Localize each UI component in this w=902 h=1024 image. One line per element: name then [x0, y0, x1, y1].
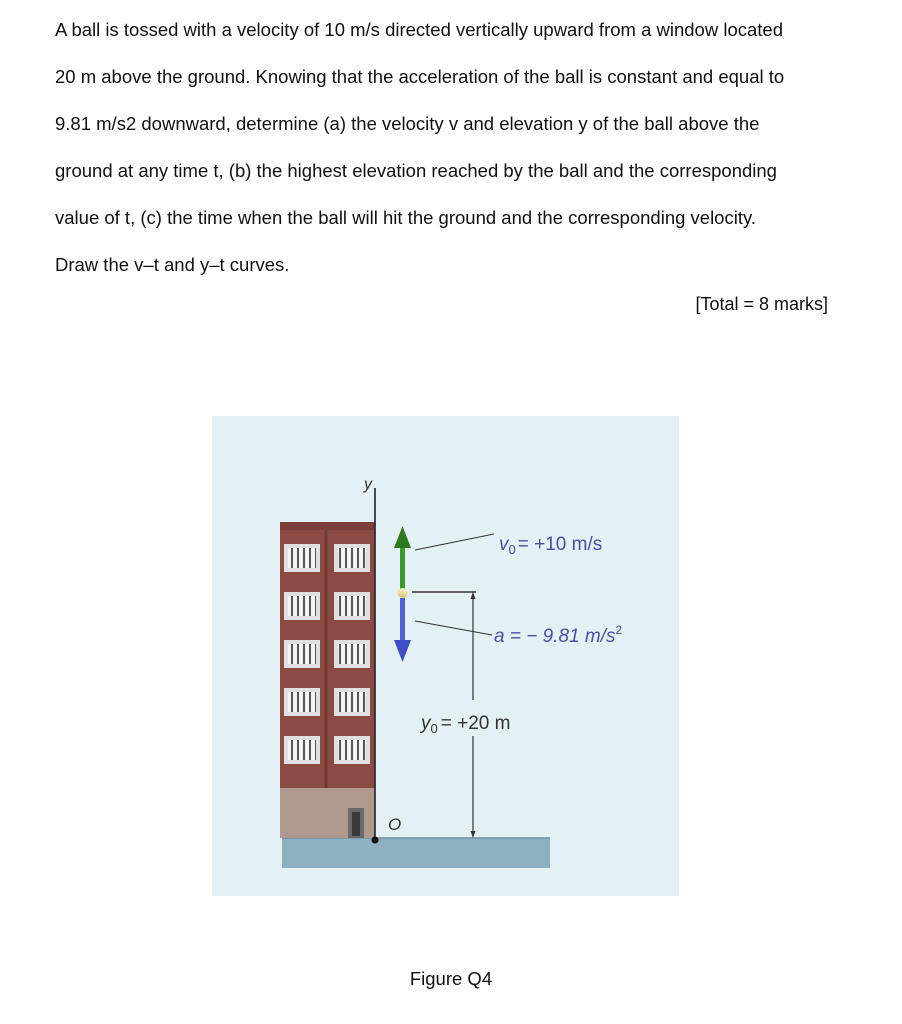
- total-marks: [Total = 8 marks]: [695, 294, 828, 314]
- up-arrow-icon: [394, 526, 411, 590]
- y-axis-label: y: [364, 476, 372, 493]
- acceleration-label: a = − 9.81 $m/s^2$: [494, 623, 623, 647]
- ball-toss-diagram: [212, 416, 679, 896]
- problem-line: ground at any time t, (b) the highest elevation reached by the ball and the corresponding: [55, 160, 777, 181]
- problem-line: A ball is tossed with a velocity of 10 m/s directed vertically upward from a window located: [55, 19, 783, 40]
- problem-line: Draw the v–t and y–t curves.: [55, 254, 290, 275]
- problem-line: 9.81 m/s2 downward, determine (a) the velocity v and elevation y of the ball above the: [55, 113, 760, 134]
- problem-line: 20 m above the ground. Knowing that the acceleration of the ball is constant and equal to: [55, 66, 785, 87]
- height-label: $y_0 = +20$ m: [421, 713, 511, 736]
- figure-q4-illustration: [212, 416, 679, 896]
- down-arrow-icon: [394, 598, 411, 662]
- problem-line: value of t, (c) the time when the ball will hit the ground and the corresponding velocity.: [55, 207, 756, 228]
- ground: [282, 838, 550, 868]
- problem-statement: [55, 6, 867, 288]
- ball: [398, 588, 408, 598]
- velocity-label: $v_0 = +10$ m/s: [499, 534, 603, 557]
- figure-caption: Figure Q4: [409, 968, 493, 989]
- building: [280, 522, 375, 838]
- origin-label: O: [388, 815, 402, 834]
- origin-point: [372, 837, 379, 844]
